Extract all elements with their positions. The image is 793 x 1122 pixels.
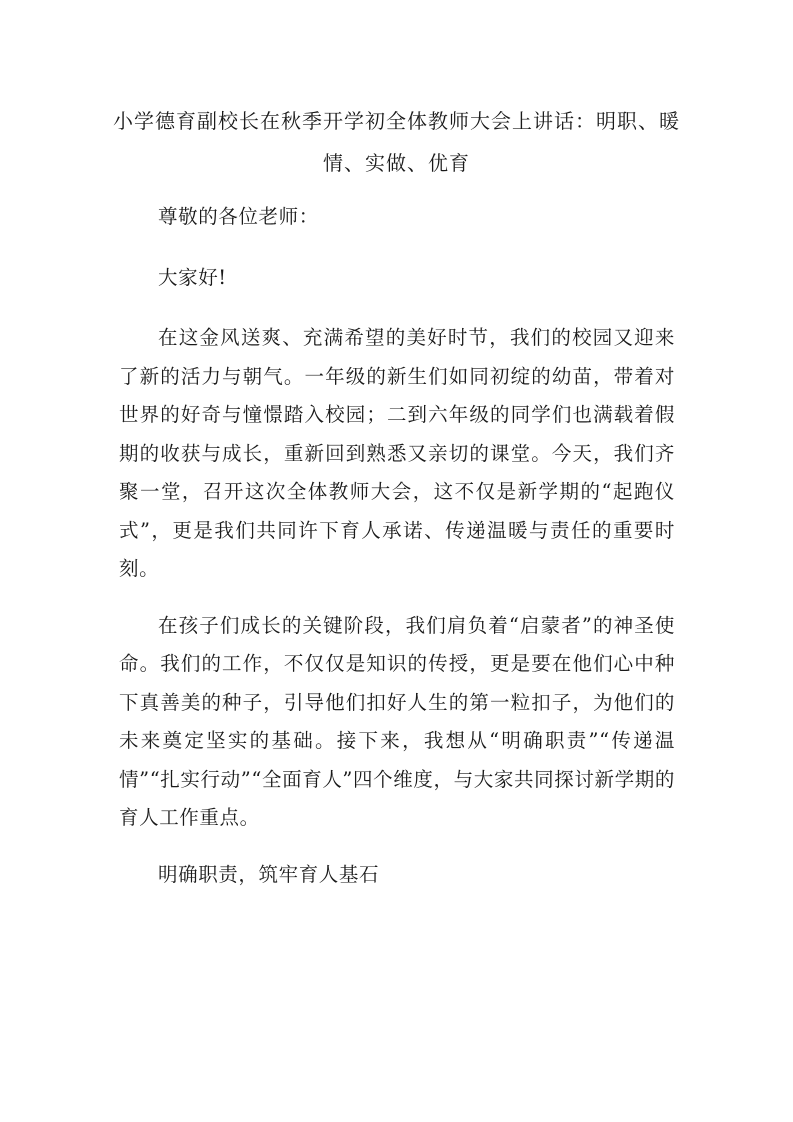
salutation: 尊敬的各位老师：	[158, 205, 319, 228]
body-paragraph: 在孩子们成长的关键阶段，我们肩负着“启蒙者”的神圣使命。我们的工作，不仅仅是知识的传授，更是要在他们心中种下真善美的种子，引导他们扣好人生的第一粒扣子，为他们的未来奠定坚实的基础。接下来，我想从“明确职责”“传递温情”“扎实行动”“全面育人”四个维度，与大家共同探讨新学期的育人工作重点。	[119, 613, 675, 829]
greeting: 大家好!	[158, 265, 227, 289]
document-title: 小学德育副校长在秋季开学初全体教师大会上讲话：明职、暖情、实做、优育	[113, 109, 680, 175]
body-paragraph: 在这金风送爽、充满希望的美好时节，我们的校园又迎来了新的活力与朝气。一年级的新生们如同初绽的幼苗，带着对世界的好奇与憧憬踏入校园；二到六年级的同学们也满载着假期的收获与成长，重新回到熟悉又亲切的课堂。今天，我们齐聚一堂，召开这次全体教师大会，这不仅是新学期的“起跑仪式”，更是我们共同许下育人承诺、传递温暖与责任的重要时刻。	[119, 326, 675, 580]
section-heading: 明确职责，筑牢育人基石	[158, 862, 380, 886]
document-body	[119, 198, 675, 912]
